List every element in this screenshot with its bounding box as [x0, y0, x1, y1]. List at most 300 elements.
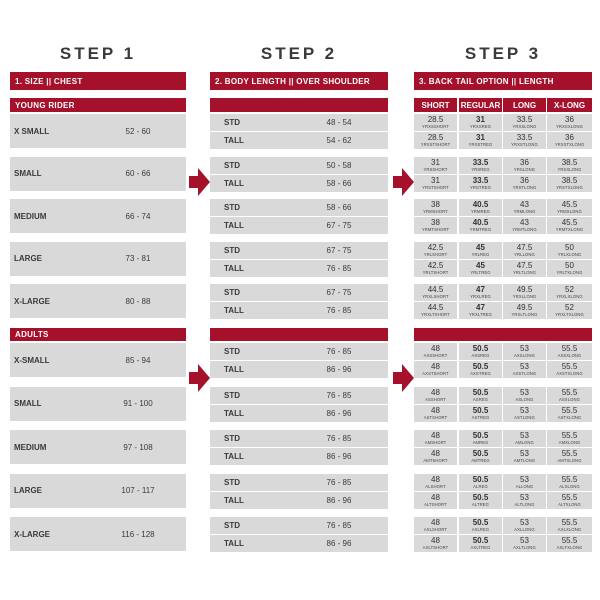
tail-cell	[459, 284, 502, 301]
tail-length: 53	[520, 449, 529, 458]
young-rider-header-step2	[210, 98, 388, 112]
body-length-row	[210, 157, 388, 174]
size-row	[10, 343, 186, 377]
body-length-row	[210, 260, 388, 277]
tail-cell	[459, 517, 502, 534]
tail-cell	[459, 217, 502, 234]
length-type: TALL	[224, 221, 244, 230]
tail-length: 38.5	[561, 175, 578, 185]
tail-cell	[547, 132, 592, 149]
size-label: X-SMALL	[14, 355, 50, 365]
product-code: YRLSHORT	[423, 251, 448, 257]
tail-length: 36	[520, 175, 529, 185]
tail-cell	[547, 361, 592, 378]
chest-range: 85 - 94	[125, 355, 151, 365]
product-code: YRXSTXLONG	[554, 142, 585, 147]
product-code: YRXSTLONG	[511, 142, 538, 147]
tail-cell	[414, 302, 457, 319]
length-range: 50 - 58	[326, 160, 352, 170]
tail-length: 52	[565, 303, 574, 312]
tail-length: 40.5	[472, 218, 489, 227]
product-code: YRXSREG	[469, 124, 492, 129]
size-label: X-LARGE	[14, 529, 50, 539]
body-length-row	[210, 405, 388, 422]
size-label: MEDIUM	[14, 211, 47, 221]
product-code: AMXLONG	[558, 440, 581, 445]
tail-cell	[414, 260, 457, 277]
tail-length: 48	[431, 362, 440, 371]
length-range: 86 - 96	[326, 408, 352, 418]
length-range: 67 - 75	[326, 245, 352, 255]
tail-length: 50	[565, 242, 574, 252]
tail-length: 28.5	[427, 133, 444, 142]
young-rider-header: YOUNG RIDER	[10, 98, 186, 112]
chest-range: 52 - 60	[125, 126, 151, 136]
product-code: YRMTLONG	[512, 227, 537, 232]
tail-cell	[459, 157, 502, 174]
tail-cell	[414, 242, 457, 259]
chest-range: 91 - 100	[123, 399, 153, 408]
tail-cell	[414, 343, 457, 360]
product-code: YRMTXLONG	[555, 227, 584, 232]
length-type: STD	[224, 347, 240, 356]
tail-cell	[503, 199, 546, 216]
size-row	[10, 199, 186, 233]
product-code: YRLREG	[471, 251, 490, 257]
size-label: X SMALL	[14, 126, 50, 136]
product-code: AXLTXLONG	[556, 545, 583, 550]
tail-cell	[414, 199, 457, 216]
tail-length: 55.5	[561, 344, 578, 353]
tail-cell	[414, 217, 457, 234]
product-code: YRMXLONG	[557, 209, 582, 214]
tail-length: 50	[565, 260, 574, 270]
tail-length: 48	[431, 492, 440, 502]
tail-length: 50.5	[472, 405, 489, 415]
length-range: 86 - 96	[326, 495, 352, 505]
tail-cell	[503, 242, 546, 259]
length-type: STD	[224, 118, 240, 127]
size-label: LARGE	[14, 254, 42, 263]
tail-length: 53	[520, 492, 529, 502]
tail-length: 48	[431, 474, 440, 484]
tail-cell	[547, 535, 592, 552]
tail-length: 48	[431, 387, 440, 397]
product-code: ASLONG	[515, 396, 534, 402]
product-code: AXLREG	[471, 527, 490, 532]
tail-header-regular: REGULAR	[459, 98, 502, 112]
product-code: YRXLTREG	[468, 312, 493, 317]
length-type: STD	[224, 203, 240, 212]
length-range: 48 - 54	[326, 118, 352, 127]
tail-cell	[459, 430, 502, 447]
chest-range: 107 - 117	[121, 486, 155, 495]
tail-length: 42.5	[427, 242, 444, 252]
tail-cell	[459, 242, 502, 259]
length-range: 58 - 66	[326, 203, 352, 212]
product-code: ASTSHORT	[423, 414, 448, 420]
product-code: YRMTREG	[469, 227, 492, 232]
tail-cell	[414, 132, 457, 149]
size-chest-header: 1. SIZE || CHEST	[10, 72, 186, 90]
product-code: YRSTXLONG	[556, 184, 583, 190]
product-code: ASSHORT	[425, 396, 446, 402]
product-code: YRXSTREG	[468, 142, 493, 147]
tail-cell	[459, 387, 502, 404]
tail-length: 45	[476, 260, 485, 270]
body-length-row	[210, 242, 388, 259]
tail-cell	[414, 175, 457, 192]
product-code: YRLLONG	[514, 251, 535, 257]
tail-cell	[547, 387, 592, 404]
tail-cell	[503, 492, 546, 509]
body-length-row	[210, 343, 388, 360]
tail-cell	[414, 492, 457, 509]
tail-cell	[503, 132, 546, 149]
length-range: 76 - 85	[326, 306, 352, 315]
product-code: YRLTXLONG	[556, 269, 583, 275]
product-code: ALSHORT	[425, 483, 446, 489]
tail-length: 42.5	[427, 260, 444, 270]
tail-cell	[503, 448, 546, 465]
tail-length: 50.5	[472, 362, 489, 371]
tail-cell	[547, 217, 592, 234]
product-code: AMTREG	[471, 458, 490, 463]
tail-cell	[414, 387, 457, 404]
tail-cell	[547, 492, 592, 509]
size-row	[10, 474, 186, 508]
tail-length: 31	[431, 157, 440, 167]
tail-cell	[459, 199, 502, 216]
tail-cell	[547, 157, 592, 174]
product-code: AMSHORT	[424, 440, 447, 445]
tail-length: 49.5	[516, 285, 533, 294]
tail-length: 55.5	[561, 449, 578, 458]
tail-cell	[459, 302, 502, 319]
chest-range: 66 - 74	[125, 211, 151, 221]
tail-cell	[459, 474, 502, 491]
tail-length: 53	[520, 474, 529, 484]
tail-length: 53	[520, 362, 529, 371]
tail-cell	[503, 114, 546, 131]
tail-cell	[503, 430, 546, 447]
tail-cell	[459, 492, 502, 509]
tail-length: 55.5	[561, 518, 578, 527]
tail-cell	[547, 430, 592, 447]
product-code: AXLLONG	[514, 527, 535, 532]
length-type: TALL	[224, 263, 244, 273]
length-type: TALL	[224, 136, 244, 145]
product-code: ALTLONG	[514, 501, 535, 507]
product-code: ALLONG	[515, 483, 534, 489]
tail-cell	[547, 175, 592, 192]
chest-range: 116 - 128	[121, 529, 155, 539]
length-range: 86 - 96	[326, 365, 352, 374]
product-code: YRXLSHORT	[422, 294, 449, 299]
tail-length: 55.5	[561, 474, 578, 484]
product-code: YRMTSHORT	[421, 227, 450, 232]
product-code: YRXSXLONG	[556, 124, 583, 129]
product-code: YRMREG	[471, 209, 490, 214]
tail-cell	[414, 284, 457, 301]
tail-length: 31	[476, 133, 485, 142]
tail-cell	[414, 430, 457, 447]
step-2-title: STEP 2	[260, 44, 338, 63]
product-code: YRXLLONG	[512, 294, 537, 299]
body-length-row	[210, 387, 388, 404]
tail-length: 48	[431, 405, 440, 415]
tail-cell	[459, 361, 502, 378]
length-range: 86 - 96	[326, 539, 352, 548]
length-type: TALL	[224, 452, 244, 461]
tail-cell	[547, 302, 592, 319]
tail-cell	[459, 260, 502, 277]
body-length-row	[210, 361, 388, 378]
size-label: SMALL	[14, 399, 42, 408]
tail-length: 33.5	[472, 157, 489, 167]
size-label: X-LARGE	[14, 296, 50, 306]
product-code: ALTXLONG	[558, 501, 581, 507]
tail-cell	[503, 302, 546, 319]
length-range: 86 - 96	[326, 452, 352, 461]
tail-length: 45.5	[561, 218, 578, 227]
body-length-row	[210, 430, 388, 447]
product-code: AXSTSHORT	[422, 371, 449, 376]
product-code: YRSSHORT	[423, 166, 448, 172]
length-range: 76 - 85	[326, 521, 352, 530]
tail-length: 45.5	[561, 200, 578, 209]
product-code: YRSREG	[471, 166, 490, 172]
tail-length: 50.5	[472, 536, 489, 545]
size-row	[10, 387, 186, 421]
tail-length: 47.5	[516, 260, 533, 270]
product-code: YRSLONG	[513, 166, 536, 172]
product-code: ALREG	[473, 483, 488, 489]
product-code: ASTXLONG	[557, 414, 582, 420]
tail-cell	[414, 405, 457, 422]
tail-cell	[547, 114, 592, 131]
body-length-row	[210, 474, 388, 491]
body-length-row	[210, 302, 388, 319]
tail-length: 50.5	[472, 344, 489, 353]
body-length-row	[210, 175, 388, 192]
chest-range: 60 - 66	[125, 169, 151, 178]
product-code: AXSTLONG	[512, 371, 537, 376]
length-type: STD	[224, 477, 240, 487]
body-length-row	[210, 114, 388, 131]
tail-length: 52	[565, 285, 574, 294]
tail-cell	[414, 361, 457, 378]
length-range: 76 - 85	[326, 263, 352, 273]
product-code: AXSREG	[471, 353, 490, 358]
tail-length: 53	[520, 518, 529, 527]
length-type: STD	[224, 434, 240, 443]
length-range: 76 - 85	[326, 390, 352, 400]
tail-length: 43	[520, 218, 529, 227]
tail-length: 38	[431, 218, 440, 227]
product-code: YRXLTXLONG	[555, 312, 584, 317]
length-range: 54 - 62	[326, 136, 352, 145]
product-code: ALTSHORT	[424, 501, 447, 507]
product-code: AXLTLONG	[513, 545, 536, 550]
product-code: AXSTXLONG	[556, 371, 583, 376]
step-1-title: STEP 1	[59, 44, 137, 63]
chest-range: 73 - 81	[125, 254, 151, 263]
chest-range: 97 - 108	[123, 442, 153, 452]
tail-length: 33.5	[516, 115, 533, 124]
product-code: YRXLTSHORT	[421, 312, 450, 317]
length-type: TALL	[224, 178, 244, 188]
product-code: ASXLONG	[559, 396, 580, 402]
tail-length: 36	[565, 133, 574, 142]
tail-cell	[547, 260, 592, 277]
back-tail-header: 3. BACK TAIL OPTION || LENGTH	[414, 72, 592, 90]
tail-header-x-long: X-LONG	[547, 98, 592, 112]
tail-length: 44.5	[427, 285, 444, 294]
tail-length: 38.5	[561, 157, 578, 167]
chest-range: 80 - 88	[125, 296, 151, 306]
tail-cell	[414, 535, 457, 552]
size-label: SMALL	[14, 169, 42, 178]
product-code: ALXLONG	[559, 483, 580, 489]
tail-length: 55.5	[561, 536, 578, 545]
tail-cell	[503, 405, 546, 422]
tail-cell	[459, 405, 502, 422]
tail-cell	[503, 175, 546, 192]
product-code: AMTXLONG	[557, 458, 582, 463]
tail-length: 55.5	[561, 405, 578, 415]
tail-cell	[503, 387, 546, 404]
size-row	[10, 517, 186, 551]
tail-cell	[414, 474, 457, 491]
tail-cell	[414, 114, 457, 131]
product-code: YRXSTSHORT	[420, 142, 451, 147]
tail-cell	[503, 157, 546, 174]
product-code: YRSTSHORT	[422, 184, 449, 190]
tail-cell	[547, 517, 592, 534]
length-type: TALL	[224, 306, 244, 315]
adults-header: ADULTS	[10, 328, 186, 341]
length-range: 76 - 85	[326, 434, 352, 443]
size-label: LARGE	[14, 486, 42, 495]
tail-length: 47	[476, 303, 485, 312]
tail-length: 28.5	[427, 115, 444, 124]
adults-header-step2	[210, 328, 388, 341]
tail-length: 53	[520, 344, 529, 353]
tail-cell	[459, 535, 502, 552]
tail-length: 48	[431, 536, 440, 545]
product-code: YRSTLONG	[512, 184, 537, 190]
tail-cell	[547, 448, 592, 465]
product-code: ASREG	[472, 396, 489, 402]
tail-cell	[459, 175, 502, 192]
length-type: TALL	[224, 539, 244, 548]
tail-cell	[547, 242, 592, 259]
tail-cell	[503, 361, 546, 378]
product-code: ASTLONG	[514, 414, 535, 420]
tail-length: 50.5	[472, 492, 489, 502]
tail-cell	[459, 448, 502, 465]
tail-length: 48	[431, 449, 440, 458]
tail-cell	[503, 217, 546, 234]
tail-length: 48	[431, 518, 440, 527]
product-code: AMTLONG	[513, 458, 536, 463]
length-type: STD	[224, 288, 240, 297]
product-code: AMREG	[472, 440, 489, 445]
length-range: 67 - 75	[326, 221, 352, 230]
tail-length: 49.5	[516, 303, 533, 312]
product-code: AMTSHORT	[423, 458, 448, 463]
length-range: 58 - 66	[326, 178, 352, 188]
tail-cell	[414, 448, 457, 465]
product-code: YRXLXLONG	[556, 294, 583, 299]
body-length-row	[210, 535, 388, 552]
tail-cell	[503, 474, 546, 491]
tail-cell	[547, 405, 592, 422]
tail-length: 50.5	[472, 518, 489, 527]
product-code: AXSSHORT	[423, 353, 448, 358]
product-code: YRMSHORT	[423, 209, 448, 214]
tail-length: 38	[431, 200, 440, 209]
tail-cell	[547, 343, 592, 360]
tail-length: 50.5	[472, 387, 489, 397]
tail-length: 50.5	[472, 449, 489, 458]
tail-length: 50.5	[472, 431, 489, 440]
length-type: TALL	[224, 365, 244, 374]
tail-length: 50.5	[472, 474, 489, 484]
tail-length: 33.5	[516, 133, 533, 142]
product-code: AXLTSHORT	[422, 545, 449, 550]
tail-cell	[503, 260, 546, 277]
tail-length: 53	[520, 536, 529, 545]
tail-length: 55.5	[561, 431, 578, 440]
length-type: TALL	[224, 495, 244, 505]
body-length-row	[210, 217, 388, 234]
length-type: STD	[224, 245, 240, 255]
product-code: YRXLREG	[470, 294, 491, 299]
tail-cell	[459, 132, 502, 149]
product-code: YRSXLONG	[557, 166, 582, 172]
product-code: YRMLONG	[513, 209, 536, 214]
tail-cell	[503, 535, 546, 552]
length-type: STD	[224, 521, 240, 530]
tail-header-short: SHORT	[414, 98, 457, 112]
product-code: YRLTLONG	[512, 269, 537, 275]
tail-length: 45	[476, 242, 485, 252]
body-length-header: 2. BODY LENGTH || OVER SHOULDER	[210, 72, 388, 90]
tail-length: 44.5	[427, 303, 444, 312]
product-code: YRXSLONG	[512, 124, 537, 129]
step-3-title: STEP 3	[464, 44, 542, 63]
length-range: 76 - 85	[326, 347, 352, 356]
tail-cell	[503, 517, 546, 534]
product-code: ALTREG	[471, 501, 490, 507]
size-label: MEDIUM	[14, 442, 47, 452]
body-length-row	[210, 448, 388, 465]
tail-cell	[414, 157, 457, 174]
product-code: YRXSSHORT	[422, 124, 449, 129]
size-row	[10, 242, 186, 276]
size-row	[10, 114, 186, 148]
size-row	[10, 430, 186, 464]
length-range: 76 - 85	[326, 477, 352, 487]
tail-length: 47	[476, 285, 485, 294]
length-range: 67 - 75	[326, 288, 352, 297]
tail-length: 48	[431, 431, 440, 440]
tail-length: 33.5	[472, 175, 489, 185]
tail-length: 55.5	[561, 362, 578, 371]
tail-cell	[503, 343, 546, 360]
